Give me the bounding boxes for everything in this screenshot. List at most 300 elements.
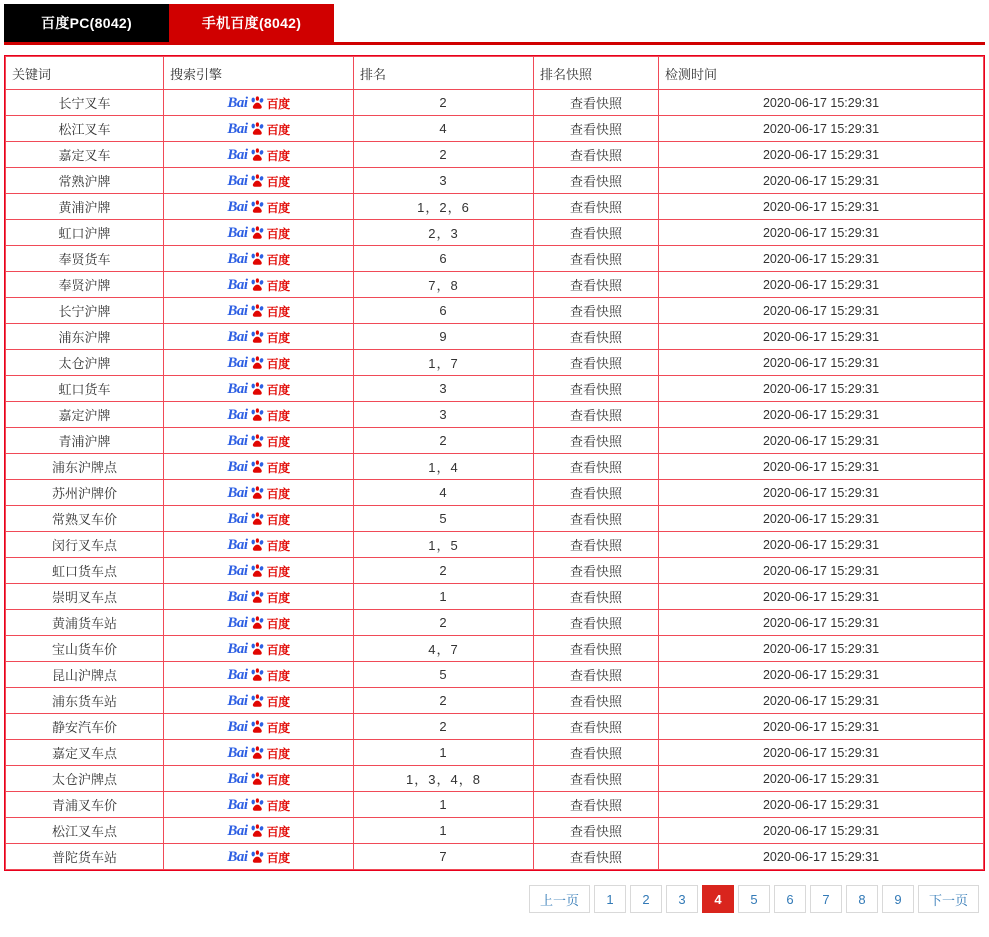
cell-search-engine bbox=[164, 740, 354, 766]
cell-rank: 2 bbox=[354, 714, 534, 740]
cell-search-engine bbox=[164, 324, 354, 350]
cell-search-engine bbox=[164, 584, 354, 610]
cell-keyword: 青浦沪牌 bbox=[6, 428, 164, 454]
view-snapshot-link[interactable]: 查看快照 bbox=[569, 616, 622, 631]
baidu-logo bbox=[227, 667, 289, 685]
cell-keyword: 普陀货车站 bbox=[6, 844, 164, 870]
cell-rank: 7，8 bbox=[354, 272, 534, 298]
baidu-logo bbox=[227, 459, 289, 477]
cell-detection-time: 2020-06-17 15:29:31 bbox=[659, 220, 984, 246]
baidu-logo-bai-text: Bai bbox=[227, 251, 248, 267]
baidu-logo-cn-text: 百度 bbox=[266, 694, 290, 709]
cell-search-engine bbox=[164, 610, 354, 636]
baidu-paw-icon bbox=[250, 538, 265, 553]
baidu-logo-cn-text: 百度 bbox=[266, 96, 290, 111]
cell-detection-time: 2020-06-17 15:29:31 bbox=[659, 662, 984, 688]
table-row bbox=[6, 168, 984, 194]
cell-detection-time: 2020-06-17 15:29:31 bbox=[659, 116, 984, 142]
baidu-logo-bai-text: Bai bbox=[227, 771, 248, 787]
cell-rank: 1 bbox=[354, 792, 534, 818]
baidu-logo-cn-text: 百度 bbox=[266, 408, 290, 423]
column-header-time: 检测时间 bbox=[659, 57, 984, 90]
cell-detection-time: 2020-06-17 15:29:31 bbox=[659, 428, 984, 454]
cell-snapshot bbox=[534, 194, 659, 220]
cell-keyword: 宝山货车价 bbox=[6, 636, 164, 662]
cell-search-engine bbox=[164, 116, 354, 142]
cell-snapshot bbox=[534, 402, 659, 428]
table-row bbox=[6, 480, 984, 506]
baidu-logo bbox=[227, 797, 289, 815]
baidu-logo-cn-text: 百度 bbox=[266, 304, 290, 319]
view-snapshot-link[interactable]: 查看快照 bbox=[569, 590, 622, 605]
pagination-page-6[interactable]: 6 bbox=[774, 885, 806, 913]
cell-rank: 1 bbox=[354, 584, 534, 610]
baidu-logo-bai-text: Bai bbox=[227, 95, 248, 111]
cell-rank: 3 bbox=[354, 168, 534, 194]
view-snapshot-link[interactable]: 查看快照 bbox=[569, 798, 622, 813]
pagination bbox=[0, 871, 989, 913]
table-row bbox=[6, 636, 984, 662]
cell-keyword: 浦东沪牌 bbox=[6, 324, 164, 350]
table-row bbox=[6, 818, 984, 844]
pagination-page-1[interactable]: 1 bbox=[594, 885, 626, 913]
cell-rank: 1，2，6 bbox=[354, 194, 534, 220]
baidu-logo-cn-text: 百度 bbox=[266, 512, 290, 527]
baidu-logo-bai-text: Bai bbox=[227, 563, 248, 579]
view-snapshot-link[interactable]: 查看快照 bbox=[569, 564, 622, 579]
baidu-paw-icon bbox=[250, 382, 265, 397]
baidu-logo-cn-text: 百度 bbox=[266, 486, 290, 501]
cell-search-engine bbox=[164, 272, 354, 298]
cell-search-engine bbox=[164, 298, 354, 324]
cell-rank: 1 bbox=[354, 740, 534, 766]
baidu-logo-bai-text: Bai bbox=[227, 433, 248, 449]
cell-detection-time: 2020-06-17 15:29:31 bbox=[659, 454, 984, 480]
cell-rank: 6 bbox=[354, 298, 534, 324]
cell-rank: 1，5 bbox=[354, 532, 534, 558]
pagination-page-3[interactable]: 3 bbox=[666, 885, 698, 913]
view-snapshot-link[interactable]: 查看快照 bbox=[569, 538, 622, 553]
cell-snapshot bbox=[534, 714, 659, 740]
cell-detection-time: 2020-06-17 15:29:31 bbox=[659, 714, 984, 740]
cell-snapshot bbox=[534, 818, 659, 844]
table-row bbox=[6, 844, 984, 870]
baidu-logo-cn-text: 百度 bbox=[266, 356, 290, 371]
cell-search-engine bbox=[164, 636, 354, 662]
view-snapshot-link[interactable]: 查看快照 bbox=[569, 746, 622, 761]
table-row bbox=[6, 142, 984, 168]
view-snapshot-link[interactable]: 查看快照 bbox=[569, 408, 622, 423]
view-snapshot-link[interactable]: 查看快照 bbox=[569, 720, 622, 735]
table-row bbox=[6, 558, 984, 584]
cell-snapshot bbox=[534, 740, 659, 766]
baidu-logo-bai-text: Bai bbox=[227, 589, 248, 605]
column-header-keyword: 关键词 bbox=[6, 57, 164, 90]
tab-baidu-mobile[interactable] bbox=[169, 4, 334, 42]
baidu-logo-cn-text: 百度 bbox=[266, 590, 290, 605]
baidu-paw-icon bbox=[250, 356, 265, 371]
baidu-paw-icon bbox=[250, 720, 265, 735]
cell-keyword: 闵行叉车点 bbox=[6, 532, 164, 558]
cell-rank: 3 bbox=[354, 402, 534, 428]
cell-snapshot bbox=[534, 844, 659, 870]
baidu-logo bbox=[227, 199, 289, 217]
baidu-logo-cn-text: 百度 bbox=[266, 148, 290, 163]
baidu-logo-cn-text: 百度 bbox=[266, 720, 290, 735]
view-snapshot-link[interactable]: 查看快照 bbox=[569, 772, 622, 787]
cell-search-engine bbox=[164, 350, 354, 376]
baidu-paw-icon bbox=[250, 850, 265, 865]
cell-search-engine bbox=[164, 142, 354, 168]
baidu-paw-icon bbox=[250, 200, 265, 215]
baidu-paw-icon bbox=[250, 694, 265, 709]
baidu-logo bbox=[227, 693, 289, 711]
baidu-logo-bai-text: Bai bbox=[227, 485, 248, 501]
column-header-engine: 搜索引擎 bbox=[164, 57, 354, 90]
cell-rank: 2 bbox=[354, 142, 534, 168]
column-header-snapshot: 排名快照 bbox=[534, 57, 659, 90]
pagination-page-7[interactable]: 7 bbox=[810, 885, 842, 913]
cell-keyword: 嘉定沪牌 bbox=[6, 402, 164, 428]
view-snapshot-link[interactable]: 查看快照 bbox=[569, 96, 622, 111]
baidu-logo bbox=[227, 589, 289, 607]
baidu-logo bbox=[227, 745, 289, 763]
cell-detection-time: 2020-06-17 15:29:31 bbox=[659, 194, 984, 220]
baidu-paw-icon bbox=[250, 486, 265, 501]
cell-detection-time: 2020-06-17 15:29:31 bbox=[659, 532, 984, 558]
cell-search-engine bbox=[164, 792, 354, 818]
cell-detection-time: 2020-06-17 15:29:31 bbox=[659, 350, 984, 376]
table-row bbox=[6, 402, 984, 428]
cell-detection-time: 2020-06-17 15:29:31 bbox=[659, 688, 984, 714]
table-row bbox=[6, 714, 984, 740]
view-snapshot-link[interactable]: 查看快照 bbox=[569, 382, 622, 397]
table-row bbox=[6, 350, 984, 376]
baidu-logo bbox=[227, 823, 289, 841]
baidu-logo-bai-text: Bai bbox=[227, 329, 248, 345]
cell-rank: 1 bbox=[354, 818, 534, 844]
cell-search-engine bbox=[164, 480, 354, 506]
baidu-paw-icon bbox=[250, 174, 265, 189]
baidu-logo bbox=[227, 719, 289, 737]
cell-snapshot bbox=[534, 662, 659, 688]
cell-keyword: 奉贤货车 bbox=[6, 246, 164, 272]
view-snapshot-link[interactable]: 查看快照 bbox=[569, 460, 622, 475]
cell-keyword: 黄浦货车站 bbox=[6, 610, 164, 636]
cell-snapshot bbox=[534, 506, 659, 532]
cell-keyword: 长宁叉车 bbox=[6, 90, 164, 116]
cell-detection-time: 2020-06-17 15:29:31 bbox=[659, 636, 984, 662]
cell-rank: 9 bbox=[354, 324, 534, 350]
baidu-paw-icon bbox=[250, 512, 265, 527]
baidu-paw-icon bbox=[250, 798, 265, 813]
cell-snapshot bbox=[534, 610, 659, 636]
cell-keyword: 苏州沪牌价 bbox=[6, 480, 164, 506]
cell-rank: 2 bbox=[354, 688, 534, 714]
cell-detection-time: 2020-06-17 15:29:31 bbox=[659, 376, 984, 402]
baidu-logo bbox=[227, 849, 289, 867]
baidu-logo bbox=[227, 121, 289, 139]
cell-rank: 4 bbox=[354, 116, 534, 142]
cell-detection-time: 2020-06-17 15:29:31 bbox=[659, 558, 984, 584]
table-row bbox=[6, 272, 984, 298]
baidu-logo-cn-text: 百度 bbox=[266, 460, 290, 475]
baidu-logo-bai-text: Bai bbox=[227, 277, 248, 293]
rankings-table-container bbox=[4, 55, 985, 871]
pagination-prev[interactable]: 上一页 bbox=[529, 885, 590, 913]
cell-keyword: 浦东货车站 bbox=[6, 688, 164, 714]
table-row bbox=[6, 740, 984, 766]
cell-keyword: 虹口货车 bbox=[6, 376, 164, 402]
cell-rank: 4 bbox=[354, 480, 534, 506]
tab-baidu-pc[interactable] bbox=[4, 4, 169, 42]
view-snapshot-link[interactable]: 查看快照 bbox=[569, 304, 622, 319]
cell-keyword: 常熟叉车价 bbox=[6, 506, 164, 532]
baidu-logo bbox=[227, 225, 289, 243]
cell-detection-time: 2020-06-17 15:29:31 bbox=[659, 298, 984, 324]
baidu-paw-icon bbox=[250, 668, 265, 683]
cell-snapshot bbox=[534, 142, 659, 168]
cell-search-engine bbox=[164, 532, 354, 558]
cell-keyword: 松江叉车 bbox=[6, 116, 164, 142]
baidu-logo-cn-text: 百度 bbox=[266, 824, 290, 839]
cell-rank: 3 bbox=[354, 376, 534, 402]
view-snapshot-link[interactable]: 查看快照 bbox=[569, 434, 622, 449]
tab-baidu-pc-label: 百度PC(8042) bbox=[41, 15, 132, 31]
table-row bbox=[6, 532, 984, 558]
baidu-logo-cn-text: 百度 bbox=[266, 746, 290, 761]
cell-search-engine bbox=[164, 402, 354, 428]
baidu-logo-bai-text: Bai bbox=[227, 381, 248, 397]
baidu-logo bbox=[227, 277, 289, 295]
table-row bbox=[6, 246, 984, 272]
pagination-page-4[interactable]: 4 bbox=[702, 885, 734, 913]
cell-snapshot bbox=[534, 90, 659, 116]
table-row bbox=[6, 90, 984, 116]
table-row bbox=[6, 454, 984, 480]
table-row bbox=[6, 584, 984, 610]
cell-detection-time: 2020-06-17 15:29:31 bbox=[659, 818, 984, 844]
view-snapshot-link[interactable]: 查看快照 bbox=[569, 824, 622, 839]
baidu-logo bbox=[227, 511, 289, 529]
baidu-logo-cn-text: 百度 bbox=[266, 382, 290, 397]
cell-keyword: 嘉定叉车点 bbox=[6, 740, 164, 766]
baidu-logo-cn-text: 百度 bbox=[266, 850, 290, 865]
cell-detection-time: 2020-06-17 15:29:31 bbox=[659, 272, 984, 298]
view-snapshot-link[interactable]: 查看快照 bbox=[569, 668, 622, 683]
cell-search-engine bbox=[164, 688, 354, 714]
pagination-page-9[interactable]: 9 bbox=[882, 885, 914, 913]
baidu-paw-icon bbox=[250, 148, 265, 163]
baidu-logo-bai-text: Bai bbox=[227, 797, 248, 813]
baidu-logo-bai-text: Bai bbox=[227, 225, 248, 241]
cell-search-engine bbox=[164, 766, 354, 792]
pagination-page-8[interactable]: 8 bbox=[846, 885, 878, 913]
cell-snapshot bbox=[534, 480, 659, 506]
baidu-logo-bai-text: Bai bbox=[227, 147, 248, 163]
cell-search-engine bbox=[164, 246, 354, 272]
cell-snapshot bbox=[534, 428, 659, 454]
baidu-logo-bai-text: Bai bbox=[227, 355, 248, 371]
view-snapshot-link[interactable]: 查看快照 bbox=[569, 512, 622, 527]
cell-snapshot bbox=[534, 688, 659, 714]
table-row bbox=[6, 688, 984, 714]
table-row bbox=[6, 662, 984, 688]
column-header-rank: 排名 bbox=[354, 57, 534, 90]
baidu-logo bbox=[227, 407, 289, 425]
cell-rank: 2，3 bbox=[354, 220, 534, 246]
baidu-paw-icon bbox=[250, 226, 265, 241]
baidu-paw-icon bbox=[250, 772, 265, 787]
pagination-next[interactable]: 下一页 bbox=[918, 885, 979, 913]
view-snapshot-link[interactable]: 查看快照 bbox=[569, 122, 622, 137]
baidu-paw-icon bbox=[250, 746, 265, 761]
view-snapshot-link[interactable]: 查看快照 bbox=[569, 200, 622, 215]
cell-keyword: 太仓沪牌点 bbox=[6, 766, 164, 792]
view-snapshot-link[interactable]: 查看快照 bbox=[569, 252, 622, 267]
cell-snapshot bbox=[534, 532, 659, 558]
cell-detection-time: 2020-06-17 15:29:31 bbox=[659, 792, 984, 818]
baidu-logo-cn-text: 百度 bbox=[266, 174, 290, 189]
baidu-logo bbox=[227, 615, 289, 633]
baidu-logo-bai-text: Bai bbox=[227, 511, 248, 527]
baidu-logo-bai-text: Bai bbox=[227, 615, 248, 631]
baidu-logo-cn-text: 百度 bbox=[266, 642, 290, 657]
baidu-logo-cn-text: 百度 bbox=[266, 330, 290, 345]
cell-snapshot bbox=[534, 454, 659, 480]
tab-bar-underline bbox=[4, 42, 985, 45]
cell-snapshot bbox=[534, 272, 659, 298]
pagination-page-5[interactable]: 5 bbox=[738, 885, 770, 913]
baidu-paw-icon bbox=[250, 408, 265, 423]
baidu-logo bbox=[227, 147, 289, 165]
cell-keyword: 青浦叉车价 bbox=[6, 792, 164, 818]
baidu-logo bbox=[227, 641, 289, 659]
view-snapshot-link[interactable]: 查看快照 bbox=[569, 278, 622, 293]
cell-rank: 1，7 bbox=[354, 350, 534, 376]
baidu-logo-bai-text: Bai bbox=[227, 199, 248, 215]
baidu-paw-icon bbox=[250, 278, 265, 293]
table-row bbox=[6, 220, 984, 246]
cell-detection-time: 2020-06-17 15:29:31 bbox=[659, 246, 984, 272]
cell-keyword: 松江叉车点 bbox=[6, 818, 164, 844]
cell-snapshot bbox=[534, 324, 659, 350]
pagination-page-2[interactable]: 2 bbox=[630, 885, 662, 913]
baidu-logo-cn-text: 百度 bbox=[266, 772, 290, 787]
cell-rank: 5 bbox=[354, 506, 534, 532]
cell-detection-time: 2020-06-17 15:29:31 bbox=[659, 324, 984, 350]
cell-detection-time: 2020-06-17 15:29:31 bbox=[659, 480, 984, 506]
view-snapshot-link[interactable]: 查看快照 bbox=[569, 486, 622, 501]
cell-snapshot bbox=[534, 246, 659, 272]
baidu-logo-bai-text: Bai bbox=[227, 121, 248, 137]
cell-search-engine bbox=[164, 662, 354, 688]
cell-rank: 1，4 bbox=[354, 454, 534, 480]
baidu-logo-cn-text: 百度 bbox=[266, 278, 290, 293]
view-snapshot-link[interactable]: 查看快照 bbox=[569, 642, 622, 657]
cell-rank: 5 bbox=[354, 662, 534, 688]
cell-snapshot bbox=[534, 636, 659, 662]
view-snapshot-link[interactable]: 查看快照 bbox=[569, 226, 622, 241]
cell-rank: 1，3，4，8 bbox=[354, 766, 534, 792]
table-row bbox=[6, 766, 984, 792]
rankings-table bbox=[5, 56, 984, 870]
cell-rank: 2 bbox=[354, 558, 534, 584]
table-row bbox=[6, 324, 984, 350]
baidu-logo bbox=[227, 303, 289, 321]
cell-detection-time: 2020-06-17 15:29:31 bbox=[659, 506, 984, 532]
cell-snapshot bbox=[534, 116, 659, 142]
cell-snapshot bbox=[534, 350, 659, 376]
baidu-logo-cn-text: 百度 bbox=[266, 122, 290, 137]
baidu-logo-bai-text: Bai bbox=[227, 693, 248, 709]
cell-detection-time: 2020-06-17 15:29:31 bbox=[659, 142, 984, 168]
baidu-logo bbox=[227, 95, 289, 113]
view-snapshot-link[interactable]: 查看快照 bbox=[569, 174, 622, 189]
baidu-paw-icon bbox=[250, 434, 265, 449]
baidu-logo-bai-text: Bai bbox=[227, 641, 248, 657]
baidu-paw-icon bbox=[250, 252, 265, 267]
cell-detection-time: 2020-06-17 15:29:31 bbox=[659, 90, 984, 116]
cell-snapshot bbox=[534, 792, 659, 818]
table-row bbox=[6, 116, 984, 142]
baidu-logo-bai-text: Bai bbox=[227, 459, 248, 475]
baidu-logo-cn-text: 百度 bbox=[266, 616, 290, 631]
cell-rank: 2 bbox=[354, 610, 534, 636]
view-snapshot-link[interactable]: 查看快照 bbox=[569, 330, 622, 345]
baidu-logo bbox=[227, 381, 289, 399]
table-row bbox=[6, 298, 984, 324]
baidu-logo-bai-text: Bai bbox=[227, 303, 248, 319]
cell-keyword: 虹口货车点 bbox=[6, 558, 164, 584]
cell-snapshot bbox=[534, 376, 659, 402]
table-body bbox=[6, 90, 984, 870]
cell-detection-time: 2020-06-17 15:29:31 bbox=[659, 610, 984, 636]
cell-detection-time: 2020-06-17 15:29:31 bbox=[659, 402, 984, 428]
cell-rank: 6 bbox=[354, 246, 534, 272]
baidu-paw-icon bbox=[250, 564, 265, 579]
view-snapshot-link[interactable]: 查看快照 bbox=[569, 694, 622, 709]
cell-search-engine bbox=[164, 818, 354, 844]
baidu-logo-bai-text: Bai bbox=[227, 849, 248, 865]
table-row bbox=[6, 428, 984, 454]
table-header-row bbox=[6, 57, 984, 90]
cell-keyword: 黄浦沪牌 bbox=[6, 194, 164, 220]
cell-snapshot bbox=[534, 558, 659, 584]
cell-snapshot bbox=[534, 220, 659, 246]
table-row bbox=[6, 194, 984, 220]
baidu-paw-icon bbox=[250, 304, 265, 319]
baidu-logo bbox=[227, 537, 289, 555]
baidu-logo-cn-text: 百度 bbox=[266, 798, 290, 813]
cell-keyword: 虹口沪牌 bbox=[6, 220, 164, 246]
cell-keyword: 嘉定叉车 bbox=[6, 142, 164, 168]
cell-keyword: 静安汽车价 bbox=[6, 714, 164, 740]
cell-snapshot bbox=[534, 168, 659, 194]
view-snapshot-link[interactable]: 查看快照 bbox=[569, 356, 622, 371]
baidu-logo-cn-text: 百度 bbox=[266, 252, 290, 267]
baidu-logo bbox=[227, 355, 289, 373]
table-header bbox=[6, 57, 984, 90]
view-snapshot-link[interactable]: 查看快照 bbox=[569, 148, 622, 163]
view-snapshot-link[interactable]: 查看快照 bbox=[569, 850, 622, 865]
tab-baidu-mobile-label: 手机百度(8042) bbox=[201, 15, 302, 31]
baidu-logo-cn-text: 百度 bbox=[266, 434, 290, 449]
baidu-logo-bai-text: Bai bbox=[227, 173, 248, 189]
baidu-logo-cn-text: 百度 bbox=[266, 564, 290, 579]
baidu-logo bbox=[227, 563, 289, 581]
cell-search-engine bbox=[164, 844, 354, 870]
